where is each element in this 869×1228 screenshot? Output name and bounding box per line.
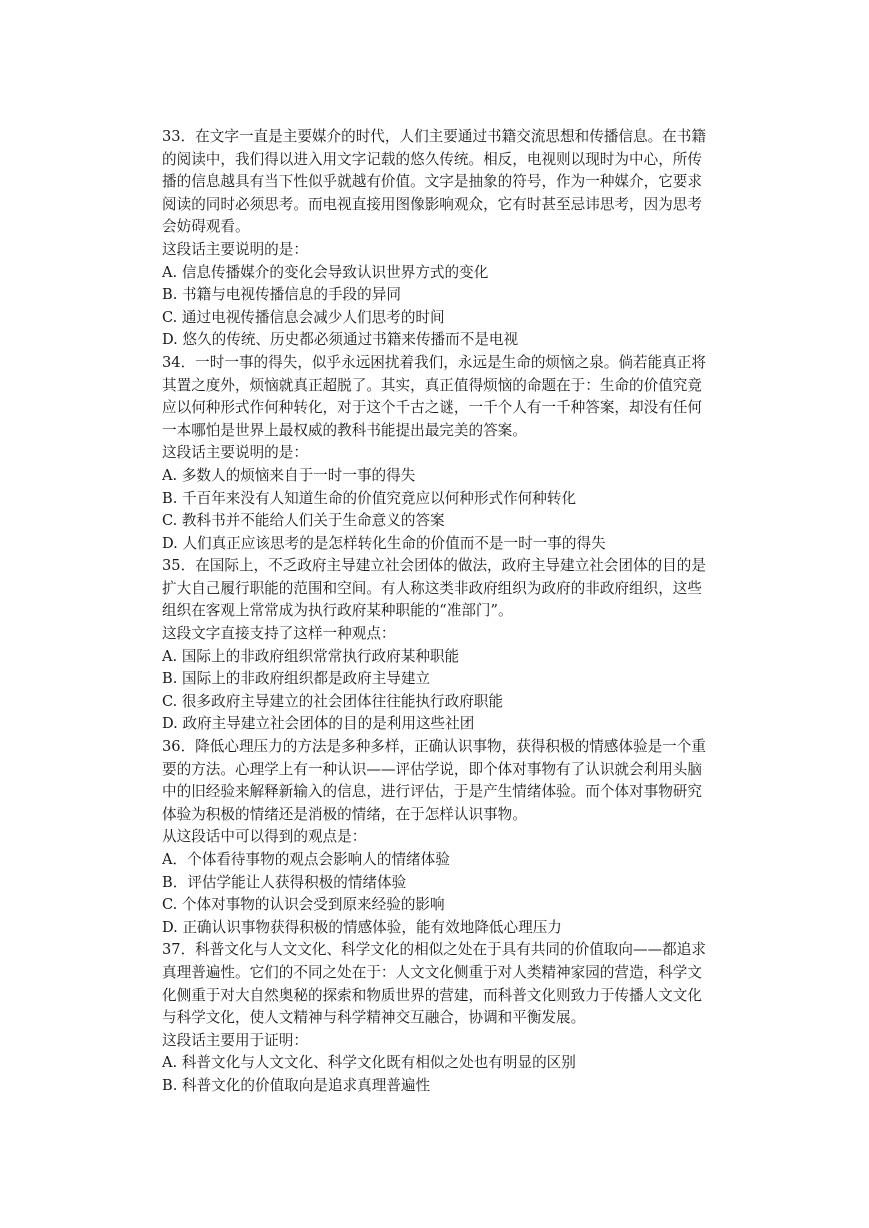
option-a: A．个体看待事物的观点会影响人的情绪体验: [162, 851, 450, 868]
passage-line: 播的信息越具有当下性似乎就越有价值。文字是抽象的符号，作为一种媒介，它要求: [162, 173, 702, 191]
passage-line: 的阅读中，我们得以进入用文字记载的悠久传统。相反，电视则以现时为中心，所传: [162, 150, 702, 168]
question-prompt: 这段话主要说明的是：: [162, 444, 308, 462]
option-d: D. 正确认识事物获得积极的情感体验，能有效地降低心理压力: [162, 918, 562, 936]
passage-line: 35．在国际上，不乏政府主导建立社会团体的做法，政府主导建立社会团体的目的是: [162, 557, 706, 575]
passage-line: 组织在客观上常常成为执行政府某种职能的“准部门”。: [162, 602, 513, 620]
option-a: A. 国际上的非政府组织常常执行政府某种职能: [162, 647, 460, 665]
passage-line: 会妨碍观看。: [162, 218, 250, 236]
passage-line: 36．降低心理压力的方法是多种多样，正确认识事物，获得积极的情感体验是一个重: [162, 738, 706, 756]
option-a: A. 多数人的烦恼来自于一时一事的得失: [162, 466, 416, 484]
option-b: B. 科普文化的价值取向是追求真理普遍性: [162, 1076, 431, 1094]
option-c: C. 教科书并不能给人们关于生命意义的答案: [162, 512, 445, 530]
option-c: C. 个体对事物的认识会受到原来经验的影响: [162, 896, 445, 914]
question-35: [162, 555, 742, 736]
option-a: A. 信息传播媒介的变化会导致认识世界方式的变化: [162, 263, 489, 281]
question-prompt: 这段文字直接支持了这样一种观点：: [162, 625, 396, 643]
question-33: [162, 126, 742, 352]
option-d: D. 政府主导建立社会团体的目的是利用这些社团: [162, 715, 475, 733]
question-37: [162, 939, 742, 1097]
option-b: B．评估学能让人获得积极的情绪体验: [162, 873, 407, 891]
option-b: B. 国际上的非政府组织都是政府主导建立: [162, 670, 431, 688]
question-36: [162, 736, 742, 939]
passage-line: 真理普遍性。它们的不同之处在于：人文文化侧重于对人类精神家园的营造，科学文: [162, 963, 702, 981]
option-b: B. 书籍与电视传播信息的手段的异同: [162, 286, 401, 304]
passage-line: 一本哪怕是世界上最权威的教科书能提出最完美的答案。: [162, 421, 527, 439]
passage-line: 化侧重于对大自然奥秘的探索和物质世界的营建，而科普文化则致力于传播人文文化: [162, 986, 702, 1004]
question-prompt: 从这段话中可以得到的观点是：: [162, 828, 367, 846]
passage-line: 34．一时一事的得失，似乎永远困扰着我们，永远是生命的烦恼之泉。倘若能真正将: [162, 353, 706, 371]
question-prompt: 这段话主要说明的是：: [162, 240, 308, 258]
passage-line: 阅读的同时必须思考。而电视直接用图像影响观众，它有时甚至忌讳思考，因为思考: [162, 195, 702, 213]
passage-line: 与科学文化，使人文精神与科学精神交互融合，协调和平衡发展。: [162, 1009, 586, 1027]
passage-line: 体验为积极的情绪还是消极的情绪，在于怎样认识事物。: [162, 805, 527, 823]
document-page: [162, 126, 742, 1098]
passage-line: 37．科普文化与人文文化、科学文化的相似之处在于具有共同的价值取向——都追求: [162, 941, 706, 959]
passage-line: 应以何种形式作何种转化，对于这个千古之谜，一千个人有一千种答案，却没有任何: [162, 399, 702, 417]
option-c: C. 通过电视传播信息会减少人们思考的时间: [162, 308, 445, 326]
passage-line: 要的方法。心理学上有一种认识——评估学说，即个体对事物有了认识就会利用头脑: [162, 760, 702, 778]
option-d: D. 悠久的传统、历史都必须通过书籍来传播而不是电视: [162, 331, 519, 349]
option-c: C. 很多政府主导建立的社会团体往往能执行政府职能: [162, 692, 503, 710]
question-34: [162, 352, 742, 555]
passage-line: 33．在文字一直是主要媒介的时代，人们主要通过书籍交流思想和传播信息。在书籍: [162, 128, 706, 145]
passage-line: 其置之度外，烦恼就真正超脱了。其实，真正值得烦恼的命题在于：生命的价值究竟: [162, 376, 702, 394]
option-b: B. 千百年来没有人知道生命的价值究竟应以何种形式作何种转化: [162, 489, 577, 507]
option-d: D. 人们真正应该思考的是怎样转化生命的价值而不是一时一事的得失: [162, 534, 606, 552]
question-prompt: 这段话主要用于证明：: [162, 1031, 308, 1049]
option-a: A. 科普文化与人文文化、科学文化既有相似之处也有明显的区别: [162, 1054, 576, 1072]
passage-line: 中的旧经验来解释新输入的信息，进行评估，于是产生情绪体验。而个体对事物研究: [162, 783, 702, 801]
passage-line: 扩大自己履行职能的范围和空间。有人称这类非政府组织为政府的非政府组织，这些: [162, 579, 702, 597]
